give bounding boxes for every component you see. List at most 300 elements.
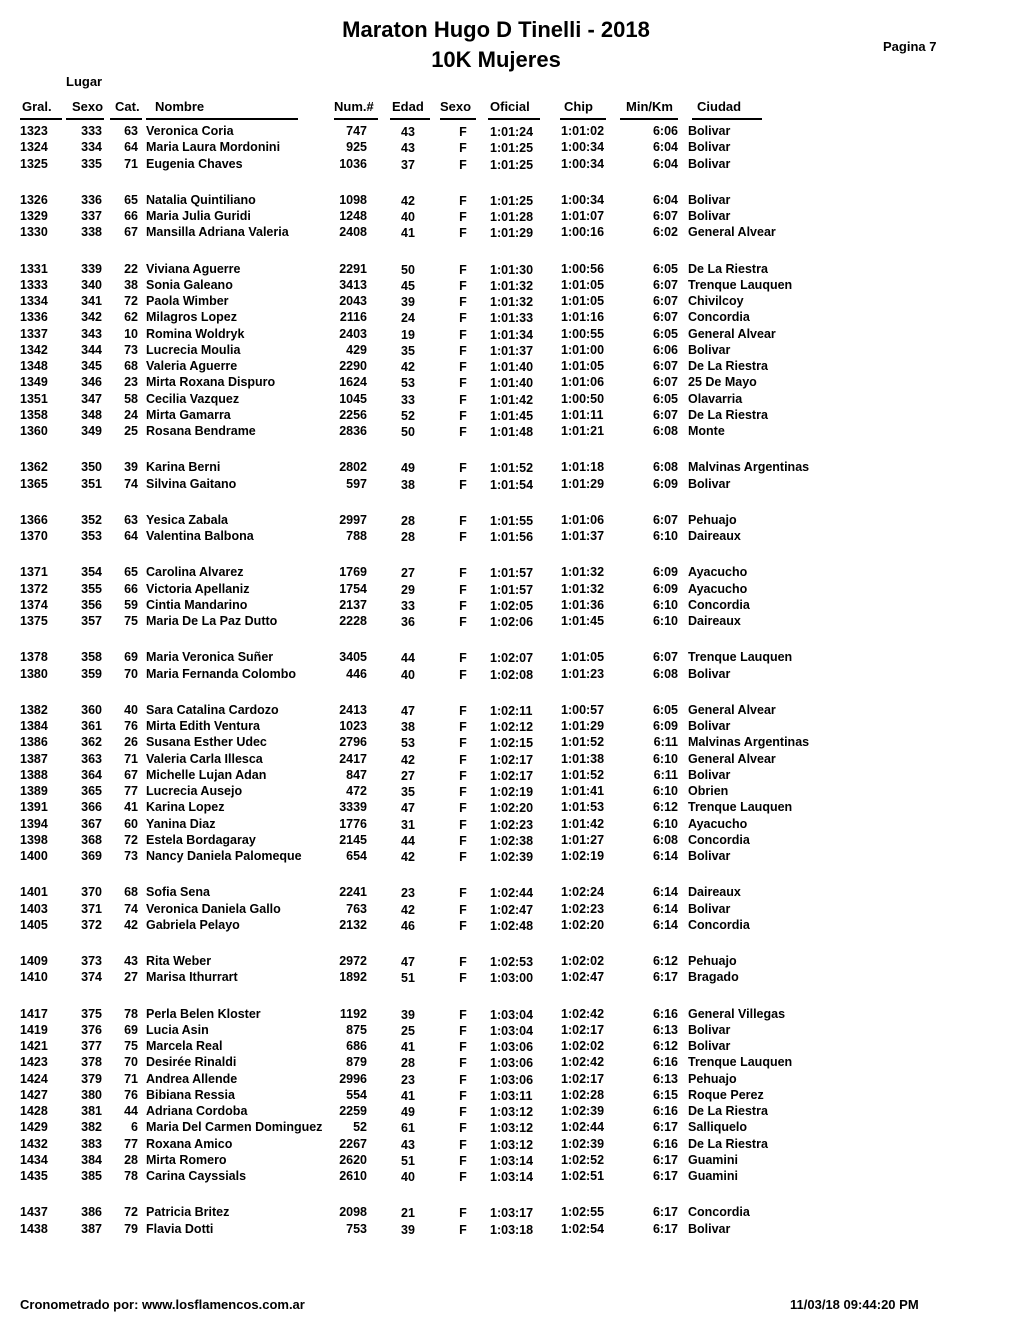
cell-sexo: F <box>459 582 467 597</box>
cell-gral: 1427 <box>20 1087 48 1102</box>
cell-edad: 41 <box>401 226 415 241</box>
cell-chip: 1:01:36 <box>561 597 605 612</box>
cell-ciudad: Concordia <box>688 310 750 325</box>
table-row <box>0 529 1024 545</box>
cell-gral: 1410 <box>20 970 48 985</box>
cell-ciudad: Concordia <box>688 1205 750 1220</box>
cell-chip: 1:01:16 <box>561 310 605 325</box>
cell-ciudad: Concordia <box>688 832 750 847</box>
cell-gral: 1372 <box>20 581 48 596</box>
cell-oficial: 1:01:55 <box>490 513 534 528</box>
cell-minkm: 6:17 <box>652 1169 678 1183</box>
header-underline <box>66 118 104 120</box>
cell-minkm: 6:10 <box>652 614 678 628</box>
cell-sexo: F <box>459 477 467 492</box>
cell-num: 1036 <box>339 156 367 171</box>
cell-minkm: 6:07 <box>652 359 678 373</box>
cell-chip: 1:01:27 <box>561 832 605 847</box>
cell-cat: 10 <box>124 326 138 341</box>
cell-nombre: Sofia Sena <box>146 885 210 900</box>
cell-chip: 1:01:05 <box>561 277 605 292</box>
cell-nombre: Silvina Gaitano <box>146 476 237 491</box>
table-row <box>0 954 1024 970</box>
cell-ciudad: Concordia <box>688 917 750 932</box>
cell-sexo: F <box>459 1137 467 1152</box>
cell-cat: 78 <box>124 1169 138 1183</box>
cell-sexo: F <box>459 278 467 293</box>
header-underline <box>146 118 298 120</box>
cell-minkm: 6:17 <box>652 1205 678 1220</box>
group-spacer <box>0 683 1024 703</box>
cell-edad: 33 <box>401 598 415 613</box>
table-row <box>0 800 1024 816</box>
cell-oficial: 1:02:07 <box>490 651 534 666</box>
cell-gral: 1362 <box>20 460 48 475</box>
cell-gral: 1378 <box>20 650 48 665</box>
cell-sexo-rank: 338 <box>81 225 102 240</box>
cell-sexo: F <box>459 752 467 767</box>
table-row <box>0 124 1024 140</box>
cell-ciudad: Bolivar <box>688 156 731 171</box>
cell-nombre: Gabriela Pelayo <box>146 917 240 932</box>
cell-num: 1098 <box>339 192 367 207</box>
cell-sexo-rank: 356 <box>81 597 102 612</box>
cell-chip: 1:02:51 <box>561 1169 605 1183</box>
cell-num: 2972 <box>339 954 367 968</box>
cell-minkm: 6:15 <box>652 1087 678 1102</box>
cell-chip: 1:00:34 <box>561 192 605 207</box>
cell-ciudad: De La Riestra <box>688 1104 768 1118</box>
table-row <box>0 193 1024 209</box>
cell-cat: 69 <box>124 650 138 665</box>
cell-nombre: Milagros Lopez <box>146 310 237 325</box>
cell-nombre: Natalia Quintiliano <box>146 192 256 207</box>
cell-sexo: F <box>459 1170 467 1184</box>
cell-num: 763 <box>346 901 367 916</box>
cell-oficial: 1:03:00 <box>490 971 534 986</box>
cell-sexo-rank: 367 <box>81 816 102 831</box>
cell-num: 3413 <box>339 277 367 292</box>
table-row <box>0 1039 1024 1055</box>
cell-nombre: Roxana Amico <box>146 1136 233 1151</box>
cell-cat: 64 <box>124 140 138 155</box>
table-row <box>0 513 1024 529</box>
cell-num: 1045 <box>339 391 367 406</box>
cell-num: 446 <box>346 666 367 681</box>
cell-minkm: 6:13 <box>652 1022 678 1037</box>
table-row <box>0 1169 1024 1185</box>
cell-cat: 65 <box>124 565 138 580</box>
cell-nombre: Victoria Apellaniz <box>146 581 250 596</box>
footer-timing-credit: Cronometrado por: www.losflamencos.com.ar <box>20 1297 305 1312</box>
cell-num: 2259 <box>339 1104 367 1118</box>
cell-ciudad: Obrien <box>688 784 729 798</box>
cell-num: 3339 <box>339 800 367 815</box>
cell-sexo: F <box>459 425 467 439</box>
cell-chip: 1:02:17 <box>561 1022 605 1037</box>
cell-minkm: 6:07 <box>652 650 678 665</box>
cell-nombre: Marcela Real <box>146 1039 223 1053</box>
cell-nombre: Nancy Daniela Palomeque <box>146 849 302 863</box>
cell-minkm: 6:16 <box>652 1136 678 1151</box>
cell-minkm: 6:13 <box>652 1071 678 1086</box>
table-row <box>0 833 1024 849</box>
cell-sexo-rank: 336 <box>81 192 102 207</box>
cell-num: 1624 <box>339 375 367 390</box>
cell-sexo: F <box>459 157 467 172</box>
cell-gral: 1374 <box>20 597 48 612</box>
cell-num: 2413 <box>339 702 367 717</box>
cell-cat: 59 <box>124 597 138 612</box>
cell-minkm: 6:09 <box>652 719 678 733</box>
cell-num: 2996 <box>339 1071 367 1086</box>
cell-minkm: 6:07 <box>652 294 678 308</box>
cell-minkm: 6:08 <box>652 460 678 475</box>
cell-oficial: 1:01:24 <box>490 125 534 139</box>
cell-sexo: F <box>459 1023 467 1038</box>
cell-chip: 1:02:47 <box>561 970 605 985</box>
group-spacer <box>0 987 1024 1007</box>
cell-num: 1892 <box>339 970 367 985</box>
cell-chip: 1:01:23 <box>561 666 605 681</box>
header-underline <box>692 118 762 120</box>
cell-nombre: Lucrecia Moulia <box>146 342 241 357</box>
cell-ciudad: Ayacucho <box>688 816 748 831</box>
cell-oficial: 1:02:48 <box>490 918 534 933</box>
cell-chip: 1:02:55 <box>561 1205 605 1220</box>
cell-oficial: 1:02:17 <box>490 752 534 767</box>
cell-sexo-rank: 373 <box>81 954 102 968</box>
cell-minkm: 6:11 <box>653 767 678 782</box>
cell-sexo: F <box>459 955 467 969</box>
table-row <box>0 1137 1024 1153</box>
cell-sexo: F <box>459 651 467 666</box>
cell-sexo: F <box>459 1040 467 1054</box>
header-underline <box>620 118 678 120</box>
cell-minkm: 6:16 <box>652 1055 678 1070</box>
cell-ciudad: Salliquelo <box>688 1120 748 1135</box>
cell-oficial: 1:03:06 <box>490 1040 534 1054</box>
cell-nombre: Maria Laura Mordonini <box>146 140 281 155</box>
cell-nombre: Maria Julia Guridi <box>146 209 251 223</box>
cell-cat: 70 <box>124 1055 138 1070</box>
cell-oficial: 1:01:40 <box>490 360 534 374</box>
cell-oficial: 1:02:15 <box>490 736 534 751</box>
cell-minkm: 6:14 <box>652 849 678 863</box>
table-row <box>0 157 1024 173</box>
cell-cat: 23 <box>124 375 138 390</box>
cell-oficial: 1:01:25 <box>490 141 534 156</box>
cell-edad: 42 <box>401 360 415 374</box>
col-num-header: Num.# <box>334 99 374 114</box>
cell-chip: 1:01:42 <box>561 816 605 831</box>
cell-sexo-rank: 381 <box>81 1104 102 1118</box>
cell-oficial: 1:01:37 <box>490 343 534 358</box>
cell-cat: 67 <box>124 225 138 240</box>
col-edad-header: Edad <box>392 99 424 114</box>
cell-edad: 24 <box>401 311 415 326</box>
table-row <box>0 375 1024 391</box>
cell-ciudad: Ayacucho <box>688 565 748 580</box>
cell-num: 2802 <box>339 460 367 475</box>
cell-nombre: Cecilia Vazquez <box>146 391 240 406</box>
cell-cat: 71 <box>124 1071 138 1086</box>
cell-minkm: 6:10 <box>652 751 678 766</box>
cell-minkm: 6:10 <box>652 597 678 612</box>
table-row <box>0 392 1024 408</box>
cell-ciudad: Daireaux <box>688 529 741 543</box>
cell-ciudad: Guamini <box>688 1169 739 1183</box>
cell-ciudad: Bolivar <box>688 1022 731 1037</box>
cell-oficial: 1:03:14 <box>490 1170 534 1184</box>
cell-ciudad: Daireaux <box>688 614 741 628</box>
cell-sexo: F <box>459 1121 467 1136</box>
cell-cat: 64 <box>124 529 138 543</box>
cell-sexo: F <box>459 392 467 407</box>
cell-chip: 1:01:05 <box>561 359 605 373</box>
cell-ciudad: Daireaux <box>688 885 741 900</box>
cell-chip: 1:01:05 <box>561 650 605 665</box>
cell-sexo-rank: 366 <box>81 800 102 815</box>
group-spacer <box>0 630 1024 650</box>
table-row <box>0 1072 1024 1088</box>
cell-sexo: F <box>459 566 467 581</box>
cell-chip: 1:01:00 <box>561 342 605 357</box>
cell-minkm: 6:10 <box>652 529 678 543</box>
cell-gral: 1401 <box>20 885 48 900</box>
table-row <box>0 408 1024 424</box>
cell-gral: 1337 <box>20 326 48 341</box>
group-spacer <box>0 865 1024 885</box>
cell-gral: 1326 <box>20 192 48 207</box>
table-row <box>0 817 1024 833</box>
cell-sexo: F <box>459 785 467 799</box>
cell-oficial: 1:03:12 <box>490 1137 534 1152</box>
cell-sexo-rank: 371 <box>81 901 102 916</box>
cell-ciudad: General Alvear <box>688 225 776 240</box>
cell-sexo: F <box>459 295 467 309</box>
cell-cat: 38 <box>124 277 138 292</box>
cell-ciudad: Bolivar <box>688 1221 731 1236</box>
cell-nombre: Bibiana Ressia <box>146 1087 235 1102</box>
cell-chip: 1:01:52 <box>561 735 605 750</box>
cell-gral: 1380 <box>20 666 48 681</box>
header-underline <box>20 118 62 120</box>
cell-ciudad: Chivilcoy <box>688 294 744 308</box>
header-underline <box>110 118 142 120</box>
cell-minkm: 6:05 <box>652 391 678 406</box>
cell-sexo-rank: 359 <box>81 666 102 681</box>
cell-edad: 39 <box>401 1007 415 1022</box>
cell-chip: 1:01:07 <box>561 209 605 223</box>
cell-sexo: F <box>459 736 467 751</box>
cell-edad: 43 <box>401 141 415 156</box>
group-spacer <box>0 173 1024 193</box>
footer-timestamp: 11/03/18 09:44:20 PM <box>790 1297 919 1312</box>
cell-gral: 1384 <box>20 719 48 733</box>
cell-ciudad: Bolivar <box>688 767 731 782</box>
document-subtitle: 10K Mujeres <box>431 47 561 72</box>
cell-gral: 1370 <box>20 529 48 543</box>
cell-gral: 1333 <box>20 277 48 292</box>
cell-gral: 1360 <box>20 424 48 438</box>
cell-chip: 1:01:06 <box>561 512 605 527</box>
cell-nombre: Carolina Alvarez <box>146 565 244 580</box>
table-row <box>0 140 1024 156</box>
table-row <box>0 424 1024 440</box>
cell-edad: 43 <box>401 125 415 139</box>
cell-edad: 49 <box>401 461 415 476</box>
cell-num: 686 <box>346 1039 367 1053</box>
group-spacer <box>0 242 1024 262</box>
cell-minkm: 6:14 <box>652 917 678 932</box>
cell-minkm: 6:07 <box>652 375 678 390</box>
table-row <box>0 262 1024 278</box>
cell-gral: 1405 <box>20 917 48 932</box>
cell-cat: 72 <box>124 832 138 847</box>
cell-sexo: F <box>459 193 467 208</box>
cell-edad: 50 <box>401 262 415 277</box>
header-underline <box>440 118 476 120</box>
cell-gral: 1434 <box>20 1152 48 1167</box>
cell-gral: 1423 <box>20 1055 48 1070</box>
cell-gral: 1334 <box>20 294 48 308</box>
cell-nombre: Lucia Asin <box>146 1022 209 1037</box>
cell-sexo-rank: 386 <box>81 1205 102 1220</box>
cell-cat: 66 <box>124 581 138 596</box>
cell-num: 2403 <box>339 326 367 341</box>
cell-edad: 45 <box>401 278 415 293</box>
cell-cat: 72 <box>124 1205 138 1220</box>
cell-gral: 1437 <box>20 1205 48 1220</box>
cell-chip: 1:00:57 <box>561 702 605 717</box>
cell-cat: 68 <box>124 359 138 373</box>
table-row <box>0 849 1024 865</box>
cell-ciudad: Ayacucho <box>688 581 748 596</box>
cell-oficial: 1:03:04 <box>490 1023 534 1038</box>
cell-num: 2228 <box>339 614 367 628</box>
col-sexo-header: Sexo <box>440 99 472 114</box>
cell-nombre: Maria Fernanda Colombo <box>146 666 297 681</box>
cell-minkm: 6:09 <box>652 476 678 491</box>
cell-oficial: 1:03:18 <box>490 1222 534 1237</box>
cell-nombre: Carina Cayssials <box>146 1169 247 1183</box>
col-nombre-header: Nombre <box>155 99 205 114</box>
cell-gral: 1432 <box>20 1136 48 1151</box>
cell-edad: 47 <box>401 955 415 969</box>
cell-chip: 1:00:56 <box>561 261 605 276</box>
cell-sexo-rank: 377 <box>81 1039 102 1053</box>
cell-nombre: Maria De La Paz Dutto <box>146 614 278 628</box>
col-minkm-header: Min/Km <box>626 99 673 114</box>
cell-num: 875 <box>346 1022 367 1037</box>
cell-minkm: 6:12 <box>652 954 678 968</box>
table-row <box>0 278 1024 294</box>
cell-edad: 42 <box>401 850 415 864</box>
cell-sexo-rank: 348 <box>81 407 102 422</box>
cell-edad: 38 <box>401 477 415 492</box>
cell-edad: 40 <box>401 210 415 224</box>
cell-cat: 76 <box>124 1087 138 1102</box>
cell-sexo: F <box>459 1072 467 1087</box>
header-underline <box>334 118 378 120</box>
cell-num: 2256 <box>339 407 367 422</box>
cell-sexo-rank: 365 <box>81 784 102 798</box>
group-spacer <box>0 545 1024 565</box>
cell-minkm: 6:08 <box>652 832 678 847</box>
cell-sexo-rank: 343 <box>81 326 102 341</box>
cell-ciudad: De La Riestra <box>688 1136 768 1151</box>
cell-sexo-rank: 354 <box>81 565 102 580</box>
cell-num: 2241 <box>339 885 367 900</box>
cell-cat: 65 <box>124 192 138 207</box>
cell-sexo: F <box>459 1222 467 1237</box>
cell-oficial: 1:01:56 <box>490 530 534 544</box>
cell-ciudad: Bolivar <box>688 849 731 863</box>
cell-cat: 62 <box>124 310 138 325</box>
cell-num: 654 <box>346 849 367 863</box>
cell-num: 52 <box>353 1120 367 1135</box>
cell-num: 2098 <box>339 1205 367 1220</box>
cell-cat: 58 <box>124 391 138 406</box>
cell-num: 2267 <box>339 1136 367 1151</box>
cell-oficial: 1:01:25 <box>490 157 534 172</box>
cell-oficial: 1:02:44 <box>490 886 534 901</box>
cell-oficial: 1:02:23 <box>490 817 534 832</box>
cell-nombre: Cintia Mandarino <box>146 597 248 612</box>
cell-gral: 1429 <box>20 1120 48 1135</box>
cell-sexo: F <box>459 530 467 544</box>
cell-gral: 1329 <box>20 209 48 223</box>
cell-nombre: Mirta Edith Ventura <box>146 719 260 733</box>
cell-sexo: F <box>459 343 467 358</box>
cell-edad: 46 <box>401 918 415 933</box>
cell-gral: 1365 <box>20 476 48 491</box>
cell-edad: 27 <box>401 768 415 783</box>
cell-sexo-rank: 333 <box>81 124 102 138</box>
document-title: Maraton Hugo D Tinelli - 2018 <box>342 17 650 42</box>
cell-sexo-rank: 385 <box>81 1169 102 1183</box>
cell-nombre: Mirta Romero <box>146 1152 227 1167</box>
cell-chip: 1:00:16 <box>561 225 605 240</box>
cell-edad: 25 <box>401 1023 415 1038</box>
cell-chip: 1:01:11 <box>561 407 604 422</box>
table-row <box>0 565 1024 581</box>
cell-cat: 66 <box>124 209 138 223</box>
cell-cat: 25 <box>124 424 138 438</box>
table-row <box>0 1055 1024 1071</box>
cell-minkm: 6:14 <box>652 901 678 916</box>
cell-nombre: Flavia Dotti <box>146 1221 214 1236</box>
cell-nombre: Perla Belen Kloster <box>146 1006 261 1021</box>
cell-sexo: F <box>459 817 467 832</box>
cell-edad: 44 <box>401 833 415 848</box>
table-row <box>0 1088 1024 1104</box>
col-cat-header: Cat. <box>115 99 140 114</box>
table-row <box>0 885 1024 901</box>
cell-num: 847 <box>346 767 367 782</box>
cell-sexo: F <box>459 918 467 933</box>
cell-sexo-rank: 368 <box>81 832 102 847</box>
cell-sexo: F <box>459 902 467 917</box>
cell-sexo-rank: 345 <box>81 359 102 373</box>
cell-sexo-rank: 378 <box>81 1055 102 1070</box>
cell-ciudad: Trenque Lauquen <box>688 650 793 665</box>
cell-gral: 1435 <box>20 1169 48 1183</box>
col-chip-header: Chip <box>564 99 593 114</box>
table-row <box>0 1120 1024 1136</box>
cell-chip: 1:01:38 <box>561 751 605 766</box>
